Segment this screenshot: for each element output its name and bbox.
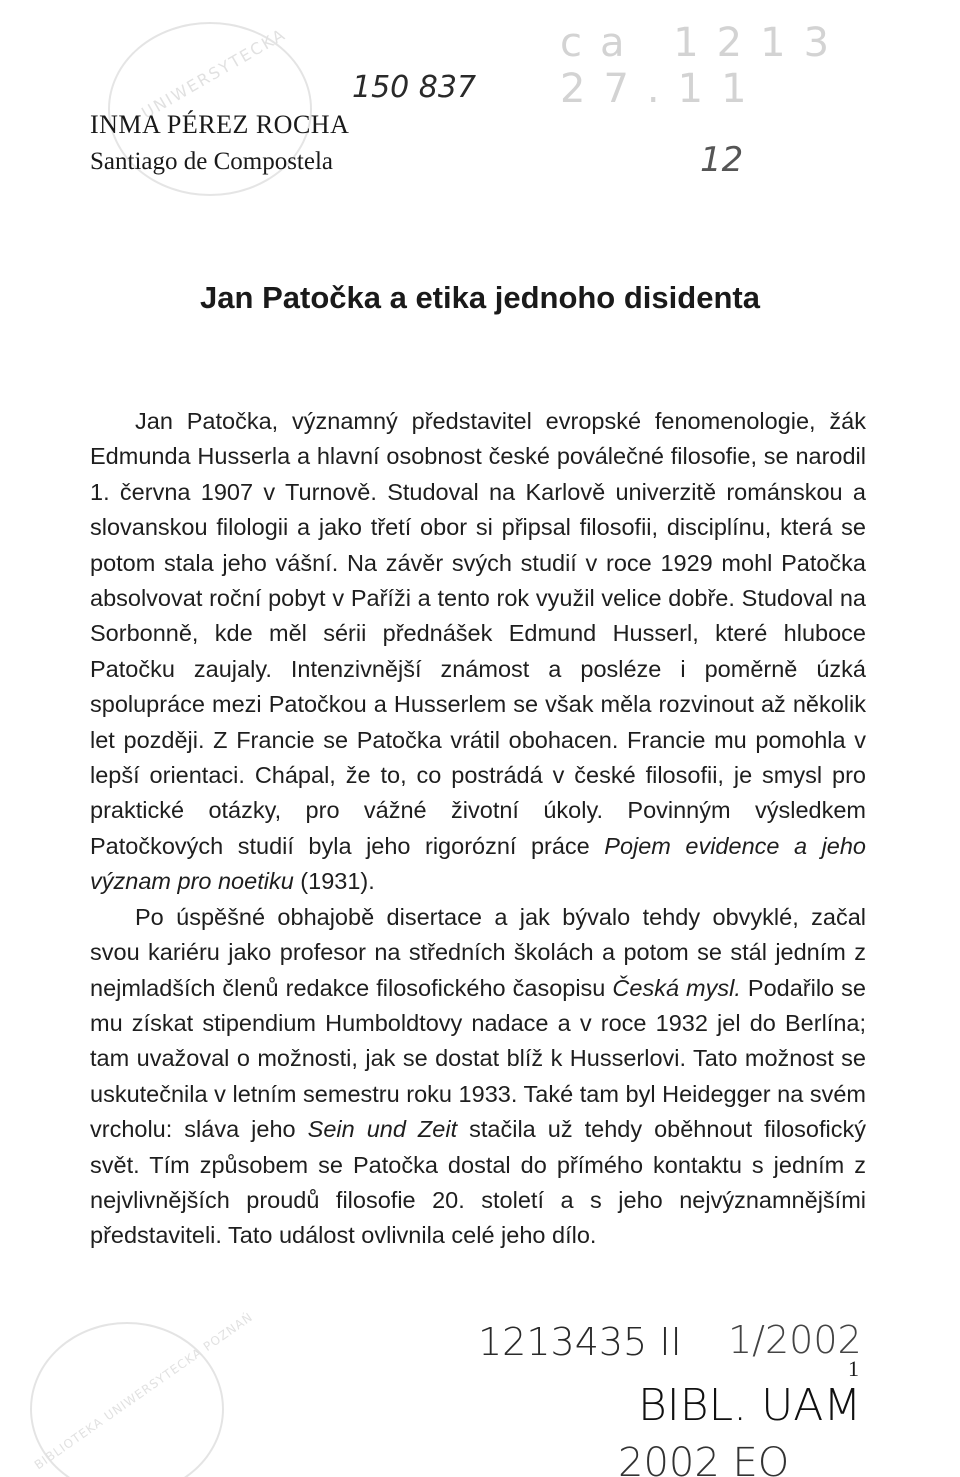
handwritten-bottom-code: 2002 EO [618, 1440, 790, 1477]
handwritten-date: 1/2002 [728, 1318, 862, 1362]
page-number: 1 [848, 1356, 859, 1381]
paragraph-1: Jan Patočka, významný představitel evropské fenomenologie, žák Edmunda Husserla a hlavní osobnost české poválečné filosofie, se narodil 1. června 1907 v Turnově. Studoval na Karlově univerzitě románskou a slovanskou filologii a jako třetí obor si připsal filosofii, disciplínu, která se potom stala jeho vášní. Na závěr svých studií v roce 1929 mohl Patočka absolvovat roční pobyt v Paříži a tento rok využil velice dobře. Studoval na Sorbonně, kde měl sérii přednášek Edmund Husserl, které hluboce Patočku zaujaly. Intenzivnější známost a posléze i poměrně úzká spolupráce mezi Patočkou a Husserlem se však měla rozvinout až několik let později. Z Francie se Patočka vrátil obohacen. Francie mu pomohla v lepší orientaci. Chápal, že to, co postrádá v české filosofii, je smysl pro praktické otázky, pro vážné životní úkoly. Povinným výsledkem Patočkových studií byla jeho rigorózní práce Pojem evidence a jeho význam pro noetiku (1931). [90, 408, 866, 895]
handwritten-margin-number: 12 [700, 140, 744, 180]
handwritten-top-number: 150 837 [352, 70, 477, 105]
author-name: INMA PÉREZ ROCHA [90, 110, 350, 139]
article-body [90, 404, 866, 1254]
article-title: Jan Patočka a etika jednoho disidenta [200, 280, 760, 315]
italic-journal-title: Česká mysl. [612, 974, 741, 1001]
author-affiliation: Santiago de Compostela [90, 148, 334, 175]
paragraph-2: Po úspěšné obhajobě disertace a jak bývalo tehdy obvyklé, začal svou kariéru jako profesor na středních školách a potom se stál jedním z nejmladších členů redakce filosofického časopisu Česká mysl. Podařilo se mu získat stipendium Humboldtovy nadace a v roce 1932 jel do Berlína; tam uvažoval o možnosti, jak se dostat blíž k Husserlovi. Tato možnost se uskutečnila v letním semestru roku 1933. Také tam byl Heidegger na svém vrcholu: sláva jeho Sein und Zeit stačila už tehdy oběhnout filosofický svět. Tím způsobem se Patočka dostal do přímého kontaktu s jedním z nejvlivnějších proudů filosofie 20. století a s jeho nejvýznamnějšími představiteli. Tato událost ovlivnila celé jeho dílo. [90, 903, 866, 1249]
italic-work-title: Pojem evidence a jeho význam pro noetiku [90, 832, 866, 895]
faint-top-right-note: ca 1213 27.11 [560, 20, 848, 112]
library-stamp-bottom [30, 1309, 256, 1477]
stamp-top-text: UNIWERSYTECKA [138, 24, 290, 123]
library-mark: BIBL. UAM [638, 1380, 862, 1431]
handwritten-inventory-number: 1213435 II [478, 1320, 682, 1364]
stamp-bottom-text: BIBLIOTEKA UNIWERSYTECKA POZNAŃ [31, 1309, 256, 1473]
italic-book-title: Sein und Zeit [307, 1116, 458, 1143]
